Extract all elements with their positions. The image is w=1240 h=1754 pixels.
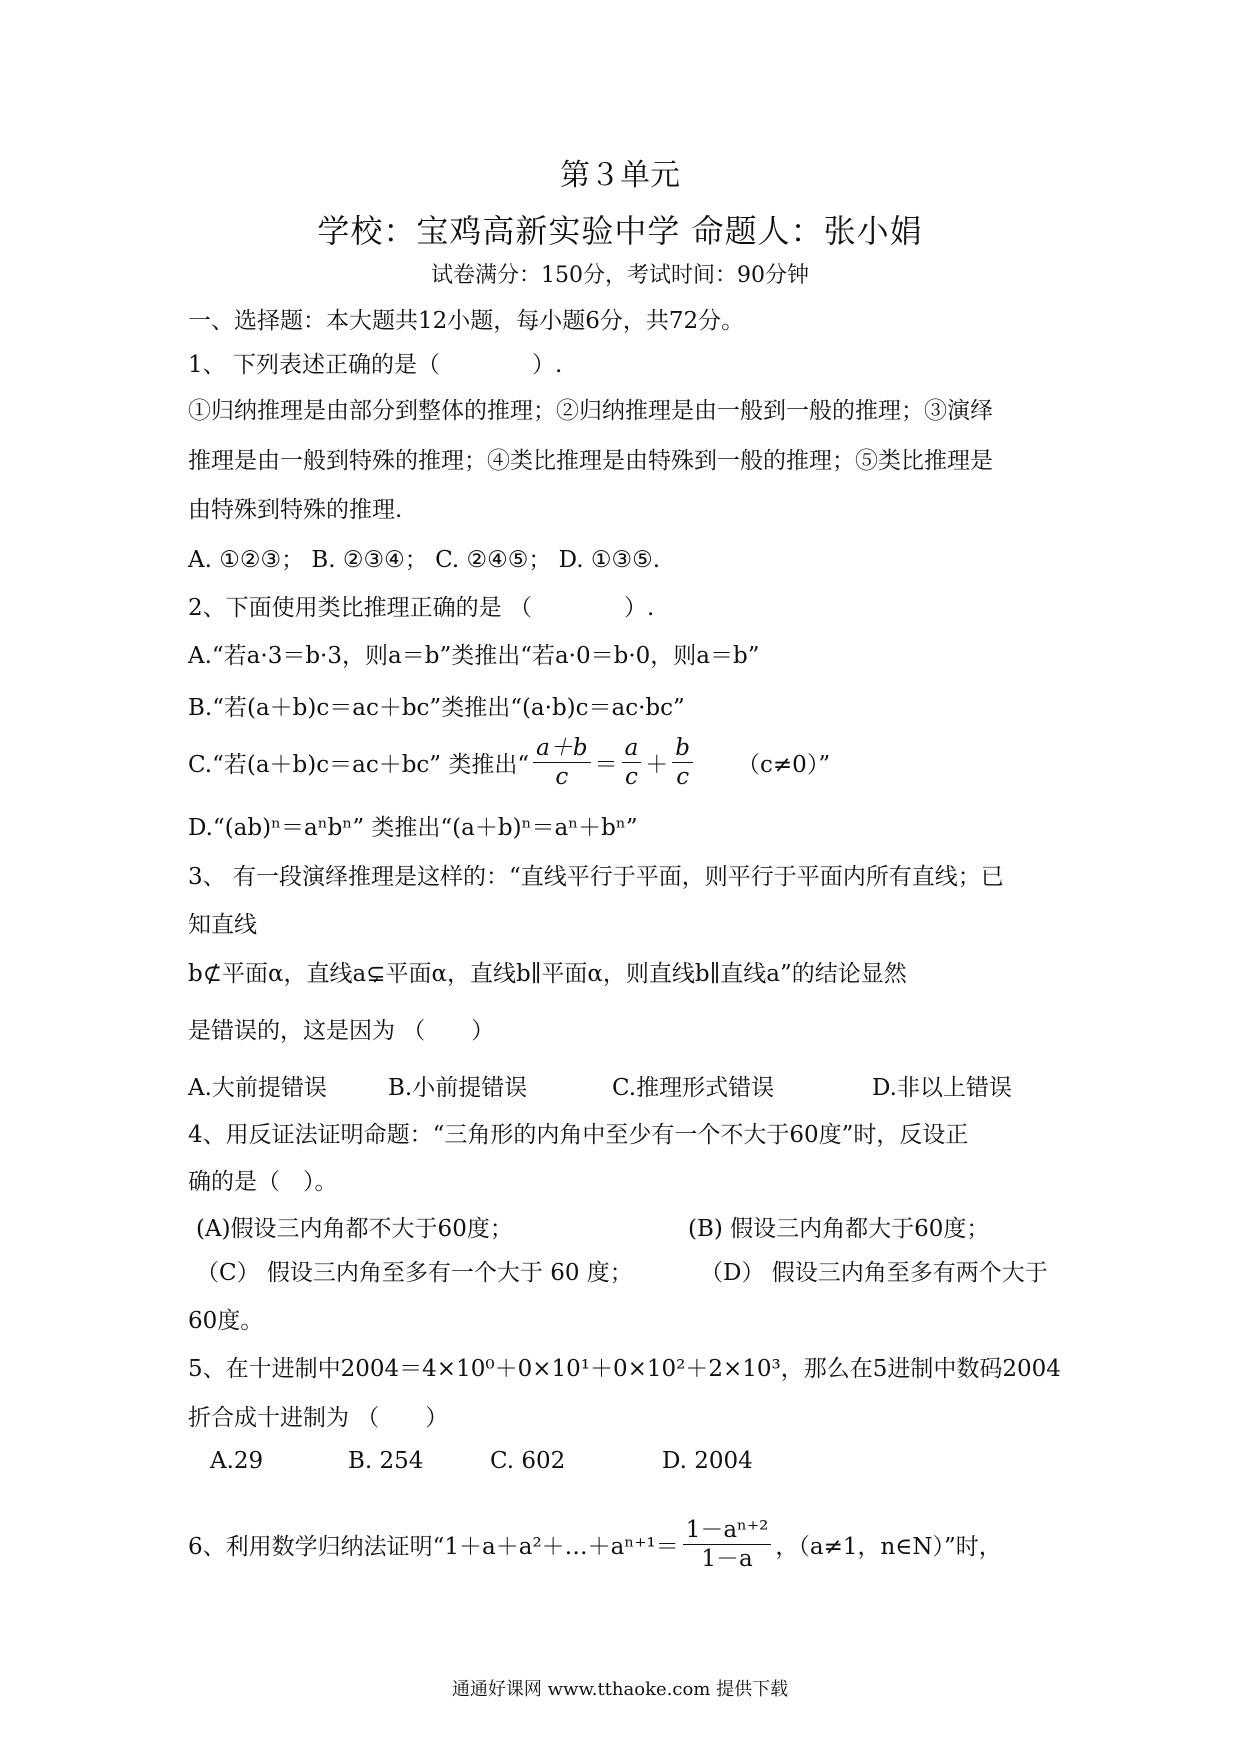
q2-option-a: A.“若a·3＝b·3，则a＝b”类推出“若a·0＝b·0，则a＝b” <box>188 643 760 669</box>
q4-option-d: （D） 假设三内角至多有两个大于 <box>700 1260 1048 1286</box>
q5-option-c: C. 602 <box>490 1448 566 1474</box>
q1-options: A. ①②③； B. ②③④； C. ②④⑤； D. ①③⑤. <box>188 547 661 573</box>
q3-stem-line4: 是错误的，这是因为 （ ） <box>188 1018 495 1044</box>
q3-stem-line2: 知直线 <box>188 912 257 938</box>
q5-stem-line1 <box>188 1350 1061 1383</box>
exam-info: 试卷满分：150分，考试时间：90分钟 <box>431 263 809 288</box>
q5-option-a: A.29 <box>210 1448 264 1474</box>
q5-option-b: B. 254 <box>348 1448 424 1474</box>
q4-option-b: (B) 假设三内角都大于60度； <box>688 1216 990 1242</box>
q2-c-frac1-num: a＋b <box>533 734 590 763</box>
q2-c-equals: ＝ <box>594 752 618 778</box>
q6-suffix: ，（a≠1，n∈N）”时， <box>775 1534 1002 1560</box>
q2-c-frac2-num: a <box>622 734 642 763</box>
q2-option-c <box>188 734 830 791</box>
q2-c-frac3-den: c <box>676 764 690 790</box>
q2-c-fraction-1 <box>533 734 590 791</box>
q6-prefix: 6、利用数学归纳法证明“1＋a＋a²＋…＋aⁿ⁺¹＝ <box>188 1534 679 1560</box>
q2-option-d: D.“(ab)ⁿ＝aⁿbⁿ” 类推出“(a＋b)ⁿ＝aⁿ＋bⁿ” <box>188 815 638 841</box>
q6-frac-den: 1－a <box>701 1546 753 1572</box>
q2-c-fraction-3 <box>672 734 693 791</box>
q6-fraction <box>683 1516 772 1573</box>
q2-c-fraction-2 <box>622 734 642 791</box>
q1-body-line2: 推理是由一般到特殊的推理；④类比推理是由特殊到一般的推理；⑤类比推理是 <box>188 448 993 474</box>
q1-stem: 1、 下列表述正确的是（ ）. <box>188 352 563 378</box>
q6-frac-num: 1－aⁿ⁺² <box>683 1516 772 1545</box>
q3-stem-line3: b⊄平面α，直线a⊊平面α，直线b∥平面α，则直线b∥直线a”的结论显然 <box>188 961 907 987</box>
q2-option-b: B.“若(a＋b)c＝ac＋bc”类推出“(a·b)c＝ac·bc” <box>188 695 685 721</box>
q4-stem-line2: 确的是（ ）。 <box>188 1169 338 1195</box>
q5-stem-line2: 折合成十进制为 （ ） <box>188 1405 449 1431</box>
section-heading: 一、选择题：本大题共12小题，每小题6分，共72分。 <box>188 308 745 334</box>
q5-stem-prefix: 5、在十进制中 <box>188 1356 341 1382</box>
q4-stem-line1: 4、用反证法证明命题：“三角形的内角中至少有一个不大于60度”时，反设正 <box>188 1122 969 1148</box>
q2-c-frac2-den: c <box>624 764 638 790</box>
q5-option-d: D. 2004 <box>662 1448 753 1474</box>
unit-title: 第３单元 <box>560 158 680 193</box>
footer-download-note: 通通好课网 www.tthaoke.com 提供下载 <box>451 1679 789 1700</box>
q3-option-d: D.非以上错误 <box>872 1075 1012 1101</box>
q4-option-c: （C） 假设三内角至多有一个大于 60 度； <box>196 1260 633 1286</box>
q3-option-a: A.大前提错误 <box>188 1075 327 1101</box>
q3-option-c: C.推理形式错误 <box>612 1075 775 1101</box>
q3-option-b: B.小前提错误 <box>388 1075 528 1101</box>
q2-c-prefix: C.“若(a＋b)c＝ac＋bc” 类推出“ <box>188 752 530 778</box>
q4-option-a: (A)假设三内角都不大于60度； <box>196 1216 513 1242</box>
q1-body-line1: ①归纳推理是由部分到整体的推理；②归纳推理是由一般到一般的推理；③演绎 <box>188 398 993 424</box>
q1-body-line3: 由特殊到特殊的推理. <box>188 497 403 523</box>
q6-stem <box>188 1516 1002 1573</box>
q2-c-plus: ＋ <box>645 752 669 778</box>
q2-stem: 2、下面使用类比推理正确的是 （ ）. <box>188 595 655 621</box>
q2-c-suffix: （c≠0）” <box>737 752 831 778</box>
q5-stem-suffix: ，那么在5进制中数码2004 <box>780 1356 1061 1382</box>
q2-c-frac1-den: c <box>555 764 569 790</box>
q2-c-frac3-num: b <box>672 734 693 763</box>
q4-option-d-cont: 60度。 <box>188 1308 264 1334</box>
q5-expansion: 2004＝4×10⁰＋0×10¹＋0×10²＋2×10³ <box>340 1356 781 1382</box>
q3-stem-line1: 3、 有一段演绎推理是这样的：“直线平行于平面，则平行于平面内所有直线；已 <box>188 864 1004 890</box>
school-author-line: 学校：宝鸡高新实验中学 命题人：张小娟 <box>317 212 923 250</box>
